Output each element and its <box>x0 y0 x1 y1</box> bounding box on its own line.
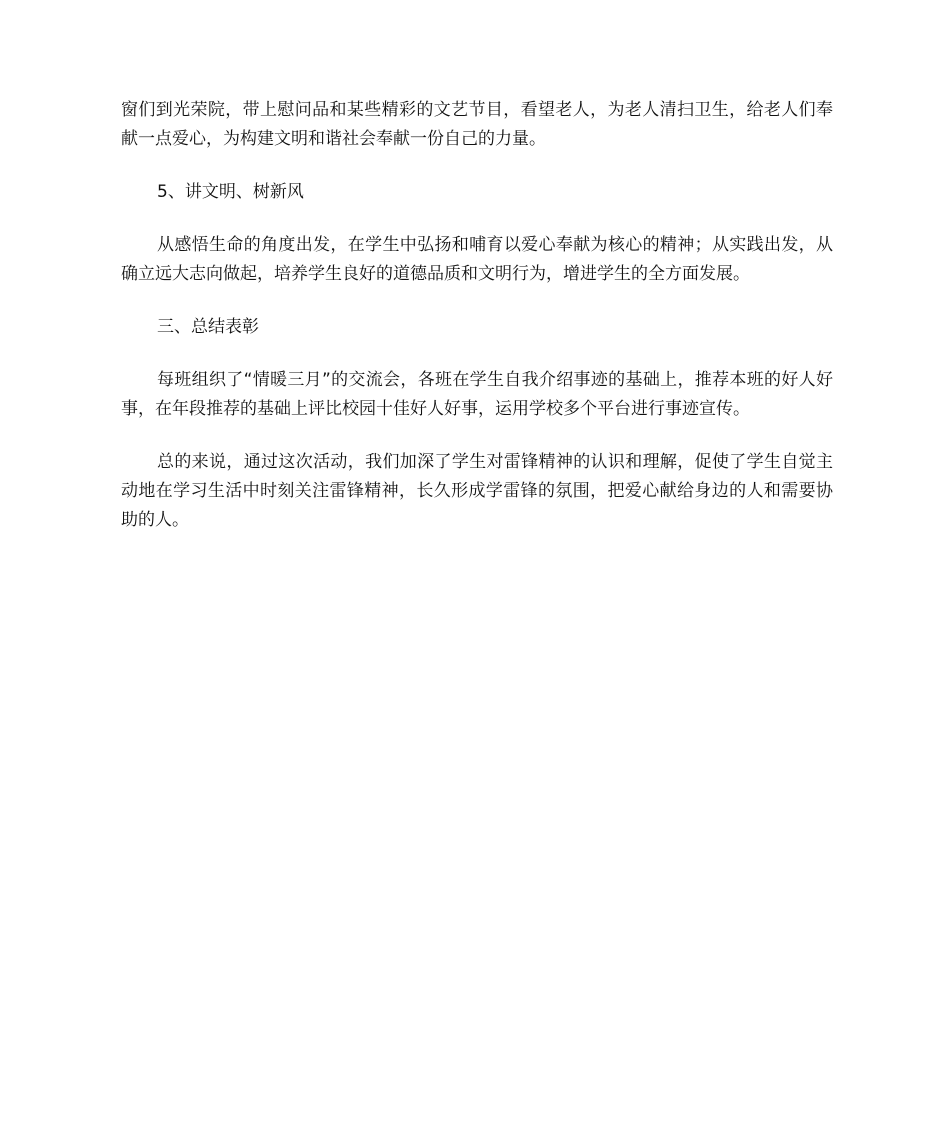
paragraph-continued: 窗们到光荣院，带上慰问品和某些精彩的文艺节目，看望老人，为老人清扫卫生，给老人们奉献一点爱心，为构建文明和谐社会奉献一份自己的力量。 <box>121 100 833 149</box>
section-heading-5: 5、讲文明、树新风 <box>157 182 304 202</box>
paragraph-conclusion: 总的来说，通过这次活动，我们加深了学生对雷锋精神的认识和理解，促使了学生自觉主动地在学习生活中时刻关注雷锋精神，长久形成学雷锋的氛围，把爱心献给身边的人和需要协助的人。 <box>121 452 833 530</box>
paragraph-commendation: 每班组织了“情暖三月”的交流会，各班在学生自我介绍事迹的基础上，推荐本班的好人好事，在年段推荐的基础上评比校园十佳好人好事，运用学校多个平台进行事迹宣传。 <box>121 370 833 419</box>
paragraph-civility: 从感悟生命的角度出发，在学生中弘扬和哺育以爱心奉献为核心的精神；从实践出发，从确立远大志向做起，培养学生良好的道德品质和文明行为，增进学生的全方面发展。 <box>121 235 833 284</box>
document-body <box>121 96 833 559</box>
section-heading-summary: 三、总结表彰 <box>157 317 259 337</box>
